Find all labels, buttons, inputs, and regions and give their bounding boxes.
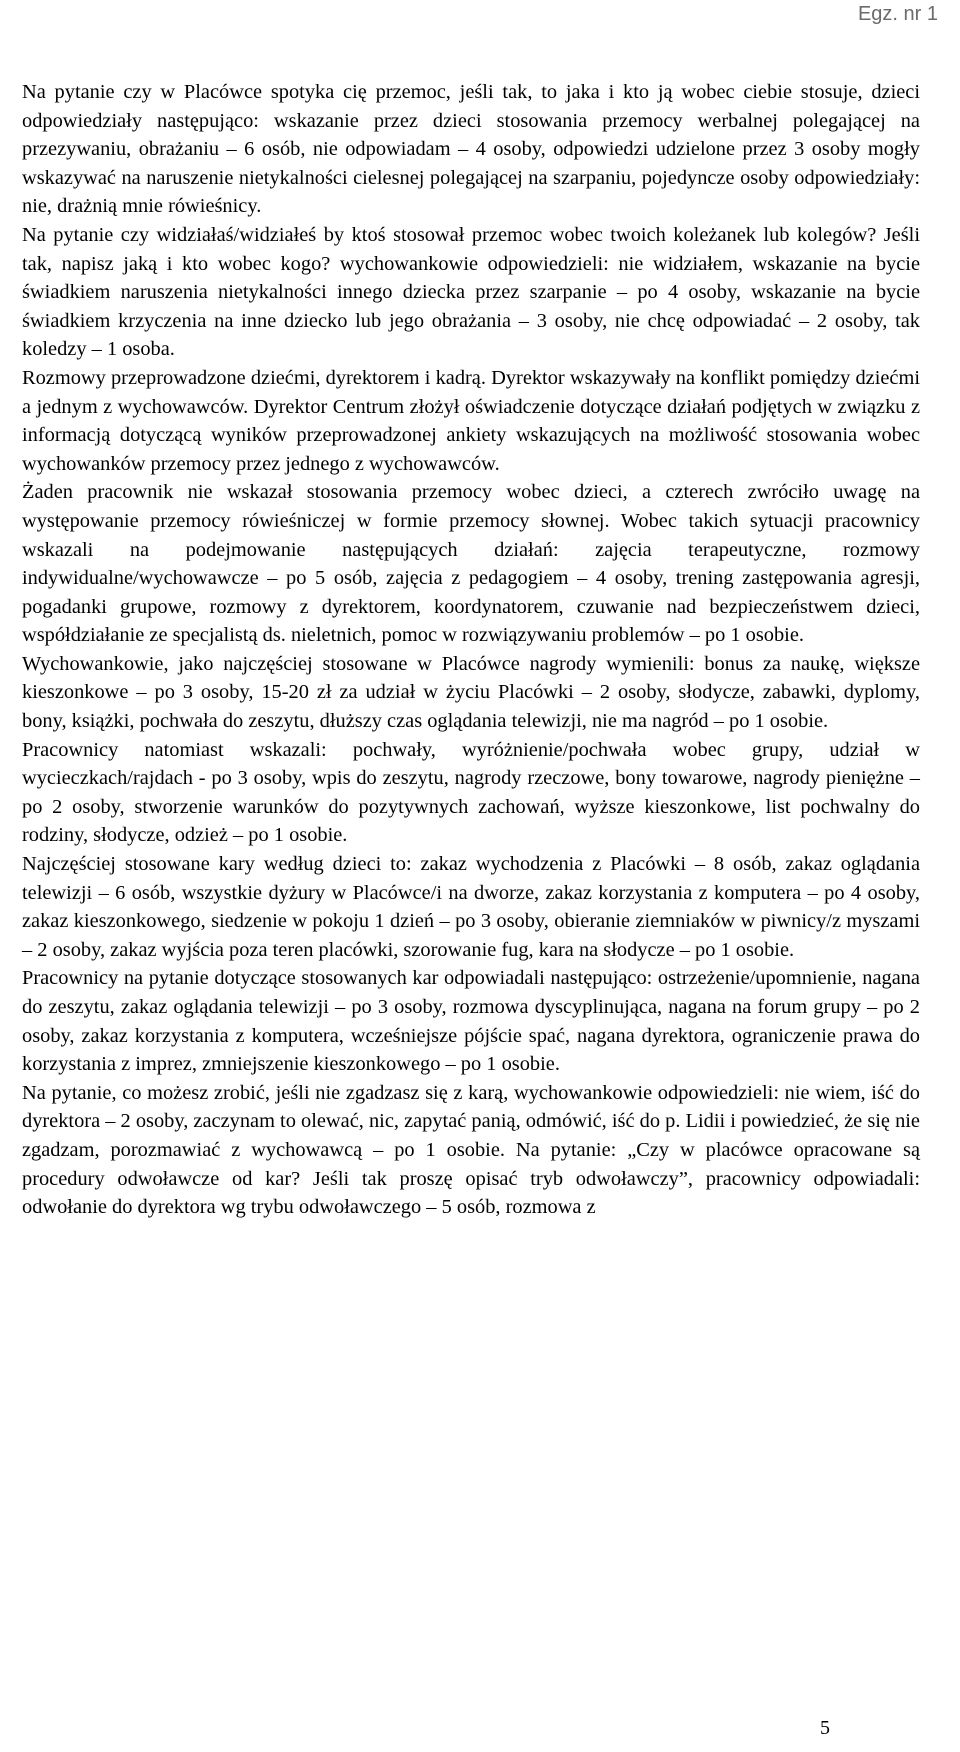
paragraph-appeals: Na pytanie, co możesz zrobić, jeśli nie zgadzasz się z karą, wychowankowie odpowiedzieli: nie wiem, iść do dyrektora – 2 osoby, zaczynam to olewać, nic, zapytać panią, odmówić, iść do p. Lidii i powiedzieć, że się nie zgadzam, porozmawiać z wychowawcą – po 1 osobie. Na pytanie: „Czy w placówce opracowane są procedury odwoławcze od kar? Jeśli tak proszę opisać tryb odwoławczy”, pracownicy odpowiadali: odwołanie do dyrektora wg trybu odwoławczego – 5 osób, rozmowa z xyxy=(22,1081,920,1219)
document-body xyxy=(22,78,920,1222)
paragraph-interviews: Rozmowy przeprowadzone dziećmi, dyrektorem i kadrą. Dyrektor wskazywały na konflikt pomiędzy dziećmi a jednym z wychowawców. Dyrektor Centrum złożył oświadczenie dotyczące działań podjętych w związku z informacją dotyczącą wyników przeprowadzonej ankiety wskazujących na możliwość stosowania wobec wychowanków przemocy przez jednego z wychowawców. xyxy=(22,366,920,475)
paragraph-violence-children: Na pytanie czy w Placówce spotyka cię przemoc, jeśli tak, to jaka i kto ją wobec ciebie stosuje, dzieci odpowiedziały następująco: wskazanie przez dzieci stosowania przemocy werbalnej polegającej na przezywaniu, obrażaniu – 6 osób, nie odpowiadam – 4 osoby, odpowiedzi udzielone przez 3 osoby mogły wskazywać na naruszenie nietykalności cielesnej polegającej na szarpaniu, pojedyncze osoby odpowiedziały: nie, drażnią mnie rówieśnicy. xyxy=(22,81,920,218)
copy-number-header: Egz. nr 1 xyxy=(857,3,938,25)
paragraph-rewards-staff: Pracownicy natomiast wskazali: pochwały, wyróżnienie/pochwała wobec grupy, udział w wycieczkach/rajdach - po 3 osoby, wpis do zeszytu, nagrody rzeczowe, bony towarowe, nagrody pieniężne – po 2 osoby, stworzenie warunków do pozytywnych zachowań, wyższe kieszonkowe, list pochwalny do rodziny, słodycze, odzież – po 1 osobie. xyxy=(22,738,920,847)
paragraph-punishments-staff: Pracownicy na pytanie dotyczące stosowanych kar odpowiadali następująco: ostrzeżenie/upomnienie, nagana do zeszytu, zakaz oglądania telewizji – po 3 osoby, rozmowa dyscyplinująca, nagana na forum grupy – po 2 osoby, zakaz korzystania z komputera, wcześniejsze pójście spać, nagana dyrektora, ograniczenie prawa do korzystania z imprez, zmniejszenie kieszonkowego – po 1 osobie. xyxy=(22,967,920,1076)
paragraph-staff-actions: Żaden pracownik nie wskazał stosowania przemocy wobec dzieci, a czterech zwróciło uwagę na występowanie przemocy rówieśniczej w formie przemocy słownej. Wobec takich sytuacji pracownicy wskazali na podejmowanie następujących działań: zajęcia terapeutyczne, rozmowy indywidualne/wychowawcze – po 5 osób, zajęcia z pedagogiem – 4 osoby, trening zastępowania agresji, pogadanki grupowe, rozmowy z dyrektorem, koordynatorem, czuwanie nad bezpieczeństwem dzieci, współdziałanie ze specjalistą ds. nieletnich, pomoc w rozwiązywaniu problemów – po 1 osobie. xyxy=(22,481,920,647)
paragraph-witnessed-violence: Na pytanie czy widziałaś/widziałeś by ktoś stosował przemoc wobec twoich koleżanek lub kolegów? Jeśli tak, napisz jaką i kto wobec kogo? wychowankowie odpowiedzieli: nie widziałem, wskazanie na bycie świadkiem naruszenia nietykalności innego dziecka przez szarpanie – po 4 osoby, wskazanie na bycie świadkiem krzyczenia na inne dziecko lub jego obrażania – 3 osoby, nie chcę odpowiadać – 2 osoby, tak koledzy – 1 osoba. xyxy=(22,223,920,361)
page-number: 5 xyxy=(820,1717,830,1739)
paragraph-rewards-children: Wychowankowie, jako najczęściej stosowane w Placówce nagrody wymienili: bonus za naukę, większe kieszonkowe – po 3 osoby, 15-20 zł za udział w życiu Placówki – 2 osoby, słodycze, zabawki, dyplomy, bony, książki, pochwała do zeszytu, dłuższy czas oglądania telewizji, nie ma nagród – po 1 osobie. xyxy=(22,652,920,733)
paragraph-punishments-children: Najczęściej stosowane kary według dzieci to: zakaz wychodzenia z Placówki – 8 osób, zakaz oglądania telewizji – 6 osób, wszystkie dyżury w Placówce/i na dworze, zakaz korzystania z komputera – po 4 osoby, zakaz kieszonkowego, siedzenie w pokoju 1 dzień – po 3 osoby, obieranie ziemniaków w piwnicy/z myszami – 2 osoby, zakaz wyjścia poza teren placówki, szorowanie fug, kara na słodycze – po 1 osobie. xyxy=(22,853,920,961)
